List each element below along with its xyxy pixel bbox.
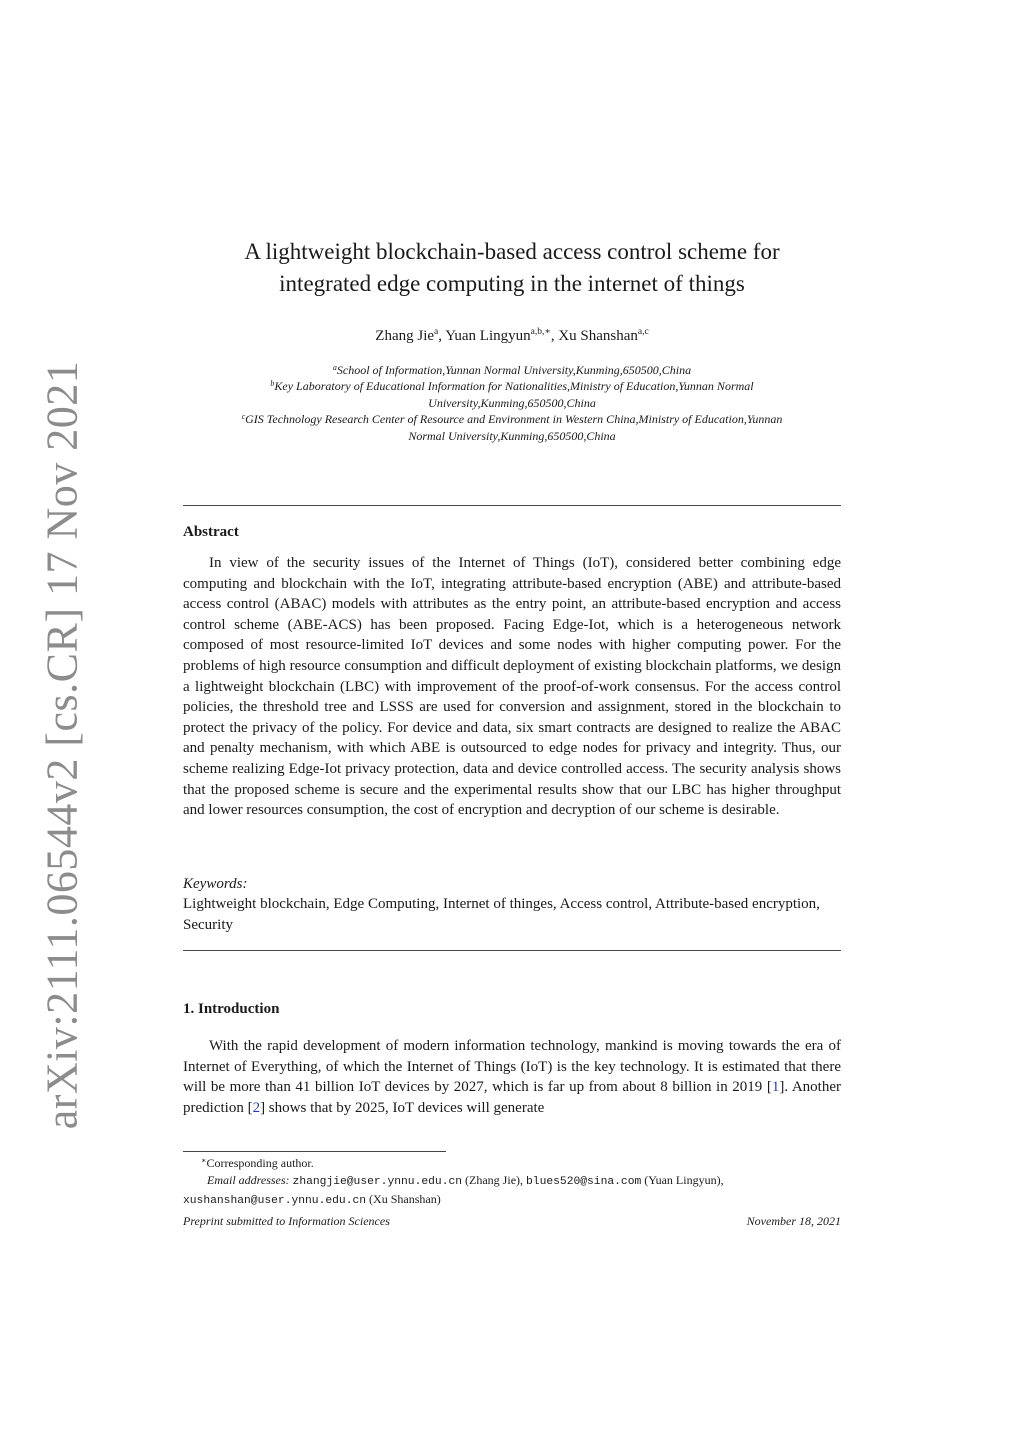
footnotes (183, 1155, 841, 1210)
footnote-mark: ∗ (201, 1156, 207, 1165)
introduction-text (183, 1036, 841, 1118)
affiliation-b (183, 378, 841, 394)
intro-text-part: ] shows that by 2025, IoT devices will generate (260, 1099, 545, 1116)
footer-date: November 18, 2021 (746, 1214, 841, 1228)
intro-text-part: ]. Another prediction [ (183, 1079, 841, 1116)
keywords-label: Keywords: (183, 876, 248, 892)
email-label: Email addresses: (207, 1173, 290, 1187)
footer-preprint-note: Preprint submitted to Information Sciences (183, 1214, 390, 1228)
abstract-text: In view of the security issues of the Internet of Things (IoT), considered better combining edge computing and blockchain with the IoT, integrating attribute-based encryption (ABE) and attribute-based access control (ABAC) models with attributes as the entry point, an attribute-based encryption and access control scheme (ABE-ACS) has been proposed. Facing Edge-Iot, which is a heterogeneous network composed of most resource-limited IoT devices and some nodes with higher computing power. For the problems of high resource consumption and difficult deployment of existing blockchain platforms, we design a lightweight blockchain (LBC) with improvement of the proof-of-work consensus. For the access control policies, the threshold tree and LSSS are used for conversion and assignment, stored in the blockchain to protect the privacy of the policy. For device and data, six smart contracts are designed to realize the ABAC and penalty mechanism, with which ABE is outsourced to edge nodes for privacy and integrity. Thus, our scheme realizing Edge-Iot privacy protection, data and device controlled access. The security analysis shows that the proposed scheme is secure and the experimental results show that our LBC has higher throughput and lower resources consumption, the cost of encryption and decryption of our scheme is desirable. (183, 555, 841, 819)
affiliation-mark: a (332, 363, 337, 372)
title-line-1: A lightweight blockchain-based access control scheme for (244, 239, 780, 264)
author-name: Xu Shanshan (558, 328, 638, 344)
affiliation-c-cont: Normal University,Kunming,650500,China (408, 428, 616, 443)
author-sup: a (434, 327, 439, 337)
section-heading-introduction: 1. Introduction (183, 1001, 280, 1017)
abstract-top-rule (183, 505, 841, 506)
citation-link-1[interactable]: 1 (771, 1079, 780, 1096)
email-owner: (Xu Shanshan) (369, 1192, 441, 1206)
email-link-yuan[interactable]: blues520@sina.com (526, 1176, 642, 1188)
corresponding-author-note (183, 1155, 841, 1172)
corresponding-text: Corresponding author. (206, 1156, 314, 1170)
paper-title (183, 236, 841, 300)
title-line-2: integrated edge computing in the internet of things (279, 271, 745, 296)
affiliation-c (183, 411, 841, 427)
author-sup: a,b,∗ (530, 327, 551, 337)
affiliations (183, 362, 841, 444)
email-link-xu[interactable]: xushanshan@user.ynnu.edu.cn (183, 1195, 367, 1207)
citation-link-2[interactable]: 2 (252, 1099, 261, 1116)
email-owner: (Yuan Lingyun), (644, 1173, 724, 1187)
affiliation-mark: c (241, 412, 246, 422)
intro-text-part: With the rapid development of modern information technology, mankind is moving towards the era of Internet of Everything, of which the Internet of Things (IoT) is the key technology. It is estimated that there will be more than 41 billion IoT devices by 2027, which is far up from about 8 billion in 2019 [ (183, 1038, 841, 1096)
email-owner: (Zhang Jie), (465, 1173, 524, 1187)
affiliation-line: GIS Technology Research Center of Resource and Environment in Western China,Ministry of Education,Yunnan (245, 412, 783, 427)
author-sup: a,c (637, 327, 649, 337)
abstract-heading: Abstract (183, 524, 239, 540)
author-name: Zhang Jie (375, 328, 435, 344)
author-name: Yuan Lingyun (445, 328, 531, 344)
keywords-text: Lightweight blockchain, Edge Computing, Internet of thinges, Access control, Attribute-based encryption, Security (183, 896, 820, 933)
email-link-zhang[interactable]: zhangjie@user.ynnu.edu.cn (292, 1176, 463, 1188)
affiliation-line: School of Information,Yunnan Normal University,Kunming,650500,China (336, 363, 692, 377)
affiliation-line: Key Laboratory of Educational Information for Nationalities,Ministry of Education,Yunnan Normal (274, 379, 754, 394)
affiliation-mark: b (270, 379, 275, 389)
arxiv-stamp: arXiv:2111.06544v2 [cs.CR] 17 Nov 2021 (37, 360, 87, 1130)
affiliation-b-cont: University,Kunming,650500,China (428, 395, 596, 410)
email-addresses (183, 1172, 841, 1210)
author-list: Zhang Jie$^a$, Yuan Lingyun$^{a,b,∗}$, Xu Shanshan$^{a,c}$ (375, 327, 649, 344)
affiliation-a (183, 362, 841, 378)
abstract-bottom-rule (183, 950, 841, 951)
footnote-rule (183, 1151, 446, 1152)
